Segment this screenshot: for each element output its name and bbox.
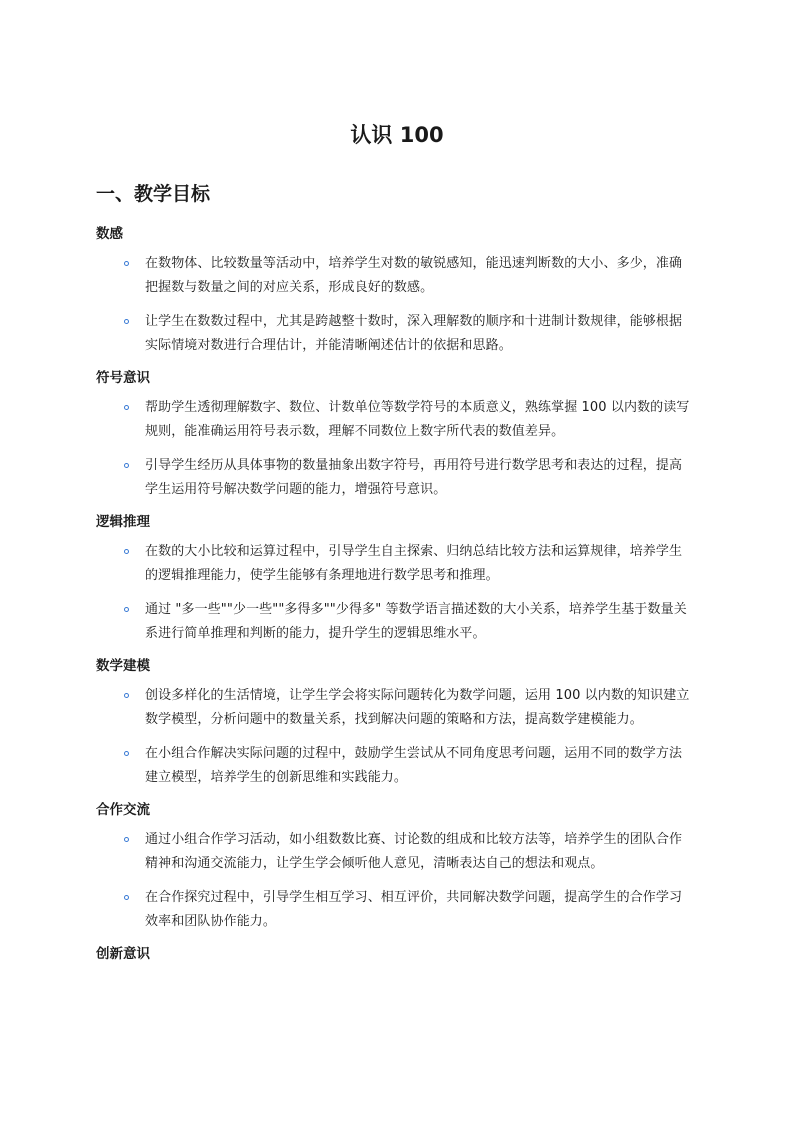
- bullet-list: [0, 396, 794, 502]
- list-item-text: 创设多样化的生活情境，让学生学会将实际问题转化为数学问题，运用 100 以内数的知识建立数学模型，分析问题中的数量关系，找到解决问题的策略和方法，提高数学建模能力。: [145, 688, 690, 727]
- subsection: [0, 224, 794, 358]
- subsection-heading: 逻辑推理: [96, 514, 150, 530]
- list-item: [0, 886, 690, 934]
- subsection: [0, 800, 794, 934]
- list-item-text: 在数物体、比较数量等活动中，培养学生对数的敏锐感知，能迅速判断数的大小、多少，准确把握数与数量之间的对应关系，形成良好的数感。: [145, 256, 683, 295]
- list-item: [0, 310, 690, 358]
- bullet-circle-icon: [124, 895, 129, 900]
- list-item-text: 引导学生经历从具体事物的数量抽象出数字符号，再用符号进行数学思考和表达的过程，提高学生运用符号解决数学问题的能力，增强符号意识。: [145, 458, 683, 497]
- list-item-text: 在数的大小比较和运算过程中，引导学生自主探索、归纳总结比较方法和运算规律，培养学生的逻辑推理能力，使学生能够有条理地进行数学思考和推理。: [145, 544, 683, 583]
- bullet-circle-icon: [124, 549, 129, 554]
- subsection: [0, 512, 794, 646]
- subsection-heading: 数学建模: [96, 658, 150, 674]
- list-item: [0, 454, 690, 502]
- bullet-circle-icon: [124, 319, 129, 324]
- list-item: [0, 252, 690, 300]
- list-item-text: 通过 "多一些""少一些""多得多""少得多" 等数学语言描述数的大小关系，培养学生基于数量关系进行简单推理和判断的能力，提升学生的逻辑思维水平。: [145, 602, 687, 641]
- section-heading: 一、教学目标: [96, 183, 211, 205]
- subsection-heading: 符号意识: [96, 370, 150, 386]
- list-item: [0, 828, 690, 876]
- list-item: [0, 540, 690, 588]
- subsection: [0, 368, 794, 502]
- list-item-text: 让学生在数数过程中，尤其是跨越整十数时，深入理解数的顺序和十进制计数规律，能够根据实际情境对数进行合理估计，并能清晰阐述估计的依据和思路。: [145, 314, 683, 353]
- bullet-list: [0, 828, 794, 934]
- bullet-list: [0, 684, 794, 790]
- list-item: [0, 684, 690, 732]
- subsection: [0, 656, 794, 790]
- bullet-circle-icon: [124, 607, 129, 612]
- list-item: [0, 598, 690, 646]
- bullet-circle-icon: [124, 693, 129, 698]
- list-item: [0, 742, 690, 790]
- document-title: 认识 100: [350, 123, 444, 147]
- bullet-circle-icon: [124, 261, 129, 266]
- bullet-circle-icon: [124, 405, 129, 410]
- bullet-circle-icon: [124, 463, 129, 468]
- bullet-list: [0, 540, 794, 646]
- list-item-text: 帮助学生透彻理解数字、数位、计数单位等数学符号的本质意义，熟练掌握 100 以内数的读写规则，能准确运用符号表示数，理解不同数位上数字所代表的数值差异。: [145, 400, 690, 439]
- list-item-text: 在合作探究过程中，引导学生相互学习、相互评价，共同解决数学问题，提高学生的合作学习效率和团队协作能力。: [145, 890, 683, 929]
- bullet-circle-icon: [124, 837, 129, 842]
- list-item-text: 在小组合作解决实际问题的过程中，鼓励学生尝试从不同角度思考问题，运用不同的数学方法建立模型，培养学生的创新思维和实践能力。: [145, 746, 683, 785]
- subsection-heading: 合作交流: [96, 802, 150, 818]
- list-item-text: 通过小组合作学习活动，如小组数数比赛、讨论数的组成和比较方法等，培养学生的团队合作精神和沟通交流能力，让学生学会倾听他人意见，清晰表达自己的想法和观点。: [145, 832, 683, 871]
- subsection-heading: 创新意识: [96, 946, 150, 962]
- list-item: [0, 396, 690, 444]
- subsection-heading: 数感: [96, 226, 123, 242]
- bullet-list: [0, 252, 794, 358]
- bullet-circle-icon: [124, 751, 129, 756]
- subsection: [0, 944, 794, 964]
- objectives-content: [0, 224, 794, 972]
